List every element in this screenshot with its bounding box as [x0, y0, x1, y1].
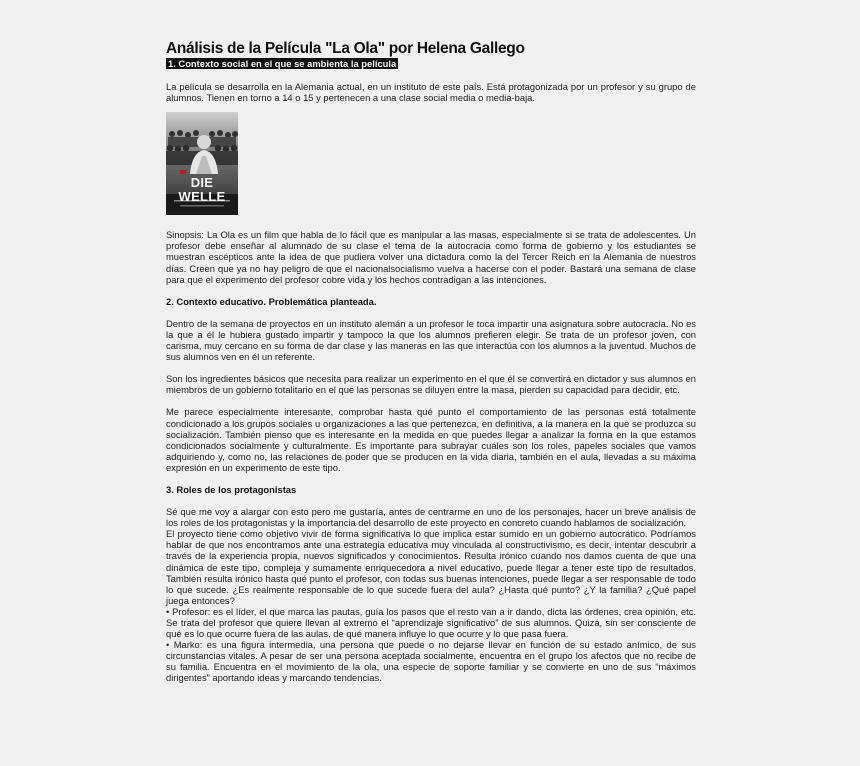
section-1-heading: 1. Contexto social en el que se ambienta la película [168, 58, 397, 69]
document-body [166, 40, 696, 684]
section-2-paragraph-1: Dentro de la semana de proyectos en un instituto alemán a un profesor le toca impartir una asignatura sobre autocracia. No es la que a él le hubiera gustado impartir y tampoco la que los alumnos prefieren elegir. Se trata de un profesor joven, con carisma, muy cercano en su forma de dar clase y las maneras en las que interactúa con los alumnos a la juventud. Muchos de sus alumnos ven en él un referente. [166, 317, 696, 363]
section-2-heading: 2. Contexto educativo. Problemática planteada. [166, 295, 377, 307]
section-3-paragraph-1: Sé que me voy a alargar con esto pero me gustaría, antes de centrarme en uno de los personajes, hacer un breve análisis de los roles de los protagonistas y la importancia del desarrollo de este proyecto en concreto cuando hablamos de socialización. [166, 506, 696, 529]
section-3-heading: 3. Roles de los protagonistas [166, 483, 297, 495]
section-3-bullet-marko: • Marko: es una figura intermedia, una persona que puede o no dejarse llevar en función de su estado anímico, de sus circunstancias vitales. A pesar de ser una persona aceptada socialmente, encuentra en el grupo los afectos que no recibe de su familia. Encuentra en el movimiento de la ola, una especie de soporte familiar y se convierte en uno de sus “máximos dirigentes” aportando ideas y marcando tendencias. [166, 639, 696, 684]
sinopsis-paragraph: Sinopsis: La Ola es un film que habla de lo fácil que es manipular a las masas, especialmente si se trata de adolescentes. Un profesor debe enseñar al alumnado de su clase el tema de la autocracia como forma de gobierno y los estudiantes se muestran escépticos ante la idea de que pudiera volver una dictadura como la del Tercer Reich en la Alemania de nuestros días. Creen que ya no hay peligro de que el nacionalsocialismo vuelva a hacerse con el poder. Bastará una semana de clase para que el experimento del profesor cobre vida y los hechos contradigan a las intenciones. [166, 229, 696, 285]
section-1-paragraph: La película se desarrolla en la Alemania actual, en un instituto de este país. Está protagonizada por un profesor y su grupo de alumnos. Tienen en torno a 14 o 15 y pertenecen a una clase social media o media-baja. [166, 81, 696, 104]
section-2-paragraph-3: Me parece especialmente interesante, comprobar hasta qué punto el comportamiento de las personas está totalmente condicionado a los grupos sociales u organizaciones a las que pertenezca, en definitiva, a la manera en la que se produzca su socialización. También pienso que es interesante en la medida en que puedes llegar a analizar la forma en la que estamos condicionados socialmente y culturalmente. Es importante para subrayar cuáles son los roles, papeles sociales que vamos adquiriendo y, como no, las relaciones de poder que se producen en la vida diaria, también en el aula, llevadas a su máxima expresión en un experimento de este tipo. [166, 406, 696, 473]
movie-poster-image [166, 112, 238, 215]
document-title: Análisis de la Película "La Ola" por Helena Gallego [166, 40, 525, 57]
section-3-bullet-profesor: • Profesor: es el líder, el que marca las pautas, guía los pasos que el resto van a ir dando, dicta las órdenes, crea opinión, etc. Se trata del profesor que quiere llevan al extremo el “aprendizaje significativo” de sus alumnos. Quizá, sin ser consciente de qué es lo que ocurre fuera de las aulas, de qué manera influye lo que ocurre y lo que pasa fuera. [166, 605, 696, 640]
section-2-paragraph-2: Son los ingredientes básicos que necesita para realizar un experimento en el que él se convertirá en dictador y sus alumnos en miembros de un gobierno totalitario en el que las personas se diluyen entre la masa, pierden su capacidad para decidir, etc. [166, 373, 696, 396]
poster-title-text: DIE WELLE [178, 175, 226, 205]
section-3-paragraph-2: El proyecto tiene como objetivo vivir de forma significativa lo que implica estar sumido en un gobierno autocrático. Podríamos hablar de que nos encontramos ante una estrategia educativa muy vinculada al constructivismo, es decir, intentar descubrir a través de la experiencia propia, nuevos significados y conocimientos. Resulta irónico cuando nos damos cuenta de que una dinámica de este tipo, compleja y sumamente enriquecedora a nivel educativo, puede llegar a tener este tipo de resultados. También resulta irónico hasta qué punto el profesor, con todas sus buenas intenciones, puede llegar a ser responsable de todo lo que sucede. ¿Es realmente responsable de lo que sucede fuera del aula? ¿Hasta qué punto? ¿Y la familia? ¿Qué papel juega entonces? [166, 528, 696, 606]
